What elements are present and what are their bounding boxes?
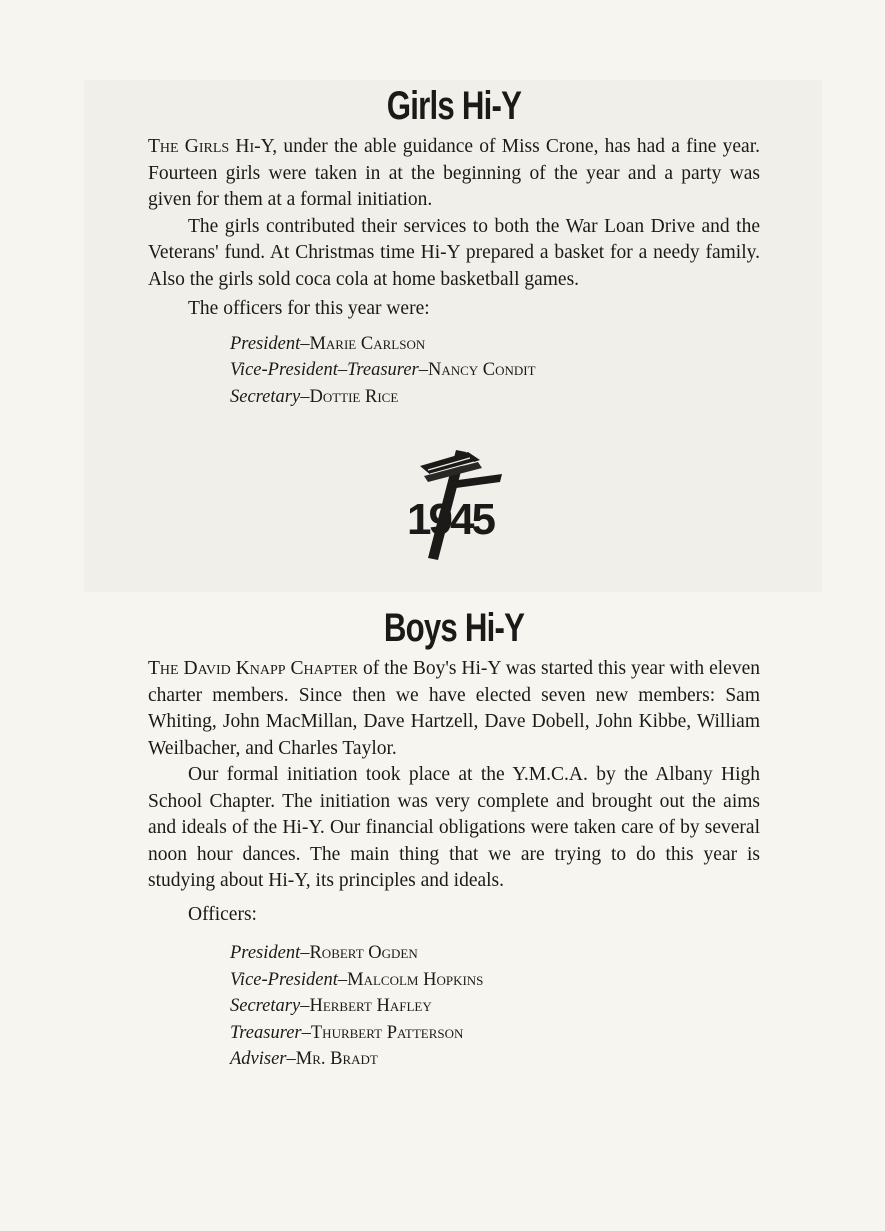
boys-officer-treasurer: Treasurer–Thurbert Patterson	[230, 1022, 464, 1043]
boys-paragraph-1	[148, 656, 760, 762]
signpost-icon	[398, 446, 508, 564]
boys-officers-list	[230, 940, 760, 1073]
boys-paragraph-1-lead: The David Knapp Chapter	[148, 658, 358, 679]
girls-paragraph-1-lead: The Girls Hi-Y,	[148, 136, 278, 157]
officer-name: Thurbert Patterson	[310, 1022, 464, 1043]
girls-hi-y-title: Girls Hi-Y	[386, 84, 522, 128]
boys-officer-president: President–Robert Ogden	[230, 943, 418, 963]
officer-name: Malcolm Hopkins	[347, 969, 484, 990]
girls-paragraph-2: The girls contributed their services to both the War Loan Drive and the Veterans' fund. At Christmas time Hi-Y prepared a basket for a needy family. Also the girls sold coca cola at home basketball games.	[148, 215, 760, 290]
officer-name: Herbert Hafley	[309, 996, 432, 1016]
signpost-emblem-graphic	[398, 446, 508, 564]
girls-paragraph-1-text: under the able guidance of Miss Crone, has had a fine year. Fourteen girls were taken in at the beginning of the year and a party was given for them at a formal initiation.	[148, 136, 760, 210]
officer-role: Adviser	[230, 1049, 287, 1069]
girls-officer-secretary: Secretary–Dottie Rice	[230, 386, 399, 407]
officer-role: Secretary	[230, 996, 301, 1016]
officer-role: President	[230, 943, 301, 963]
girls-officer-vice-president-treasurer: Vice-President–Treasurer–Nancy Condit	[230, 360, 536, 380]
boys-officer-vice-president: Vice-President–Malcolm Hopkins	[230, 969, 484, 990]
officer-name: Marie Carlson	[309, 333, 426, 354]
girls-officer-president: President–Marie Carlson	[230, 333, 426, 354]
officer-role: President	[230, 333, 301, 354]
officer-name: Nancy Condit	[427, 360, 536, 380]
officer-name: Robert Ogden	[309, 943, 418, 963]
boys-officer-adviser: Adviser–Mr. Bradt	[230, 1049, 378, 1069]
girls-hi-y-section	[148, 82, 760, 410]
boys-paragraph-2: Our formal initiation took place at the Y.M.C.A. by the Albany High School Chapter. The initiation was very complete and brought out the aims and ideals of the Hi-Y. Our financial obligations were taken care of by several noon hour dances. The main thing that we are trying to do this year is studying about Hi-Y, its principles and ideals.	[148, 764, 760, 891]
officer-role: Secretary	[230, 386, 301, 407]
boys-hi-y-section	[148, 604, 760, 1073]
boys-hi-y-title: Boys Hi-Y	[383, 606, 525, 650]
officer-name: Mr. Bradt	[295, 1049, 378, 1069]
boys-officer-secretary: Secretary–Herbert Hafley	[230, 996, 432, 1016]
officer-name: Dottie Rice	[309, 386, 399, 407]
officer-role: Vice-President	[230, 969, 338, 990]
emblem-year: 1945	[407, 495, 493, 544]
girls-officers-intro: The officers for this year were:	[188, 298, 430, 319]
girls-paragraph-1	[148, 134, 760, 214]
boys-officers-intro: Officers:	[188, 903, 257, 925]
girls-officers-list	[230, 331, 760, 411]
officer-role: Vice-President–Treasurer	[230, 360, 419, 380]
boys-paragraph-1-text: of the Boy's Hi-Y was started this year with eleven charter members. Since then we have elected seven new members: Sam Whiting, John MacMillan, Dave Hartzell, Dave Dobell, John Kibbe, William Weilbacher, and Charles Taylor.	[148, 658, 760, 759]
officer-role: Treasurer	[230, 1022, 302, 1043]
